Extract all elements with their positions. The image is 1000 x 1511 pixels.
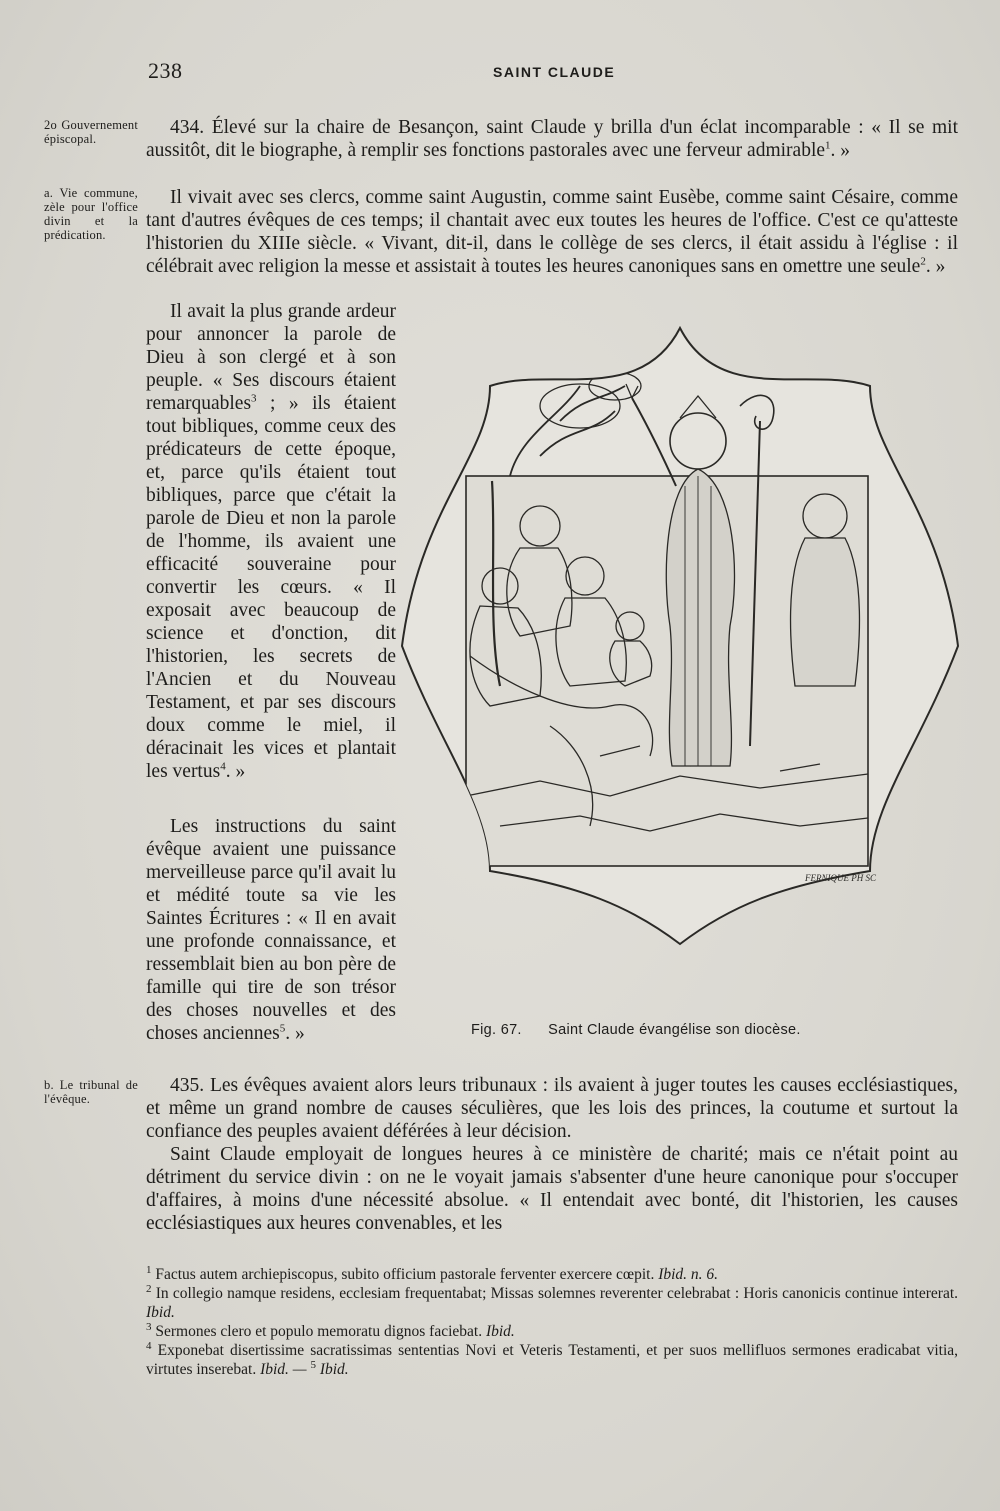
- footnote-text: In collegio namque residens, ecclesiam frequentabat; Missas solemnes reverenter celebrabat : Horis canonicis continue intererat.: [155, 1285, 959, 1302]
- footnote-ref: 1: [825, 139, 831, 152]
- paragraph-435: [146, 1074, 958, 1143]
- footnote-3: [146, 1322, 958, 1341]
- figure-caption: [471, 1022, 891, 1038]
- margin-note-vie-commune: a. Vie commune, zèle pour l'office divin et la prédication.: [44, 186, 138, 242]
- footnote-2: [146, 1284, 958, 1322]
- figure-label: Fig. 67.: [471, 1022, 522, 1038]
- paragraph-text: ; » ils étaient tout bibliques, comme ceux des prédicateurs de cette époque, et, parce qu'ils étaient tout bibliques, parce que c'était la parole de Dieu et non la parole de l'homme, ils avaient une efficacité souveraine pour convertir les cœurs. « Il exposait avec beaucoup de science et d'onction, dit l'historien, les secrets de l'Ancien et du Nouveau Testament, et par ses discours doux comme le miel, il déracinait les vices et plantait les vertus: [146, 393, 396, 782]
- illustration-saint-claude-preaching: [400, 326, 960, 946]
- paragraph-text: . »: [225, 761, 246, 782]
- paragraph-clercs: [146, 186, 958, 278]
- paragraph-text: . »: [830, 140, 851, 161]
- footnote-ref: Ibid.: [319, 1361, 349, 1378]
- footnote-4: [146, 1341, 958, 1379]
- engraver-signature: FERNIQUE PH SC: [805, 873, 876, 883]
- paragraph-text: Les instructions du saint évêque avaient une puissance merveilleuse parce qu'il avait lu et médité toute sa vie les Saintes Écritures : « Il en avait une profonde connaissance, et ressemblait bien au bon père de famille qui tire de son trésor des choses nouvelles et des choses anciennes: [146, 816, 396, 1044]
- footnote-number: 5: [310, 1358, 316, 1371]
- footnote-ref: 4: [220, 760, 226, 773]
- footnote-ref: 2: [920, 255, 926, 268]
- footnote-text: Sermones clero et populo memoratu dignos faciebat.: [155, 1323, 483, 1340]
- footnote-number: 4: [146, 1339, 152, 1352]
- footnote-ref: 3: [251, 392, 257, 405]
- paragraph-text: Il avait la plus grande ardeur pour annoncer la parole de Dieu à son clergé et à son peuple. « Ses discours étaient remarquables: [146, 301, 396, 414]
- footnote-ref: Ibid.: [146, 1304, 175, 1321]
- paragraph-instructions: [146, 815, 396, 1045]
- footnote-ref: 5: [279, 1022, 286, 1035]
- footnotes: [146, 1265, 958, 1379]
- paragraph-text: Saint Claude employait de longues heures à ce ministère de charité; mais ce n'était point au détriment du service divin : on ne le voyait jamais s'absenter d'une heure canonique pour s'occuper d'affaires, à moins d'une nécessité absolue. « Il entendait avec bonté, dit l'historien, les causes ecclésiastiques aux heures convenables, et les: [146, 1144, 958, 1234]
- footnote-number: 2: [146, 1282, 152, 1295]
- paragraph-434: [146, 116, 958, 162]
- running-title: SAINT CLAUDE: [493, 64, 616, 80]
- paragraph-ardeur: [146, 300, 396, 783]
- footnote-1: [146, 1265, 958, 1284]
- paragraph-text: 435. Les évêques avaient alors leurs tribunaux : ils avaient à juger toutes les causes ecclésiastiques, et même un grand nombre de causes séculières, que les lois des princes, la coutume et surtout la confiance des peuples avaient déférées à leur décision.: [146, 1075, 958, 1142]
- footnote-text: Factus autem archiepiscopus, subito officium pastorale ferventer exercere cœpit.: [155, 1266, 655, 1283]
- footnote-number: 1: [146, 1263, 152, 1276]
- paragraph-text: . »: [285, 1023, 305, 1044]
- margin-note-tribunal: b. Le tribunal de l'évêque.: [44, 1078, 138, 1106]
- paragraph-text: . »: [925, 256, 946, 277]
- paragraph-text: Il vivait avec ses clercs, comme saint Augustin, comme saint Eusèbe, comme saint Césaire, comme tant d'autres évêques de ces temps; il chantait avec eux toutes les heures de l'office. C'est ce qu'atteste l'historien du XIIIe siècle. « Vivant, dit-il, dans le collège de ses clercs, il était assidu à l'église : il célébrait avec religion la messe et assistait à toutes les heures canoniques sans en omettre une seule: [146, 187, 958, 277]
- footnote-text: Exponebat disertissime sacratissimas sententias Novi et Veteris Testamenti, et per suos mellifluos sermones eradicabat vitia, virtutes inserebat.: [146, 1342, 959, 1378]
- paragraph-ministere: [146, 1143, 958, 1235]
- footnote-ref: Ibid.: [485, 1323, 515, 1340]
- paragraph-text: 434. Élevé sur la chaire de Besançon, saint Claude y brilla d'un éclat incomparable : « Il se mit aussitôt, dit le biographe, à remplir ses fonctions pastorales avec une ferveur admirable: [146, 117, 958, 161]
- figure-caption-text: Saint Claude évangélise son diocèse.: [548, 1022, 801, 1038]
- margin-note-gouvernement: 2o Gouvernement épiscopal.: [44, 118, 138, 146]
- footnote-number: 3: [146, 1320, 152, 1333]
- running-head: [148, 58, 958, 88]
- footnote-ref: Ibid. —: [260, 1361, 307, 1378]
- page-number: 238: [148, 58, 183, 83]
- footnote-ref: Ibid. n. 6.: [658, 1266, 719, 1283]
